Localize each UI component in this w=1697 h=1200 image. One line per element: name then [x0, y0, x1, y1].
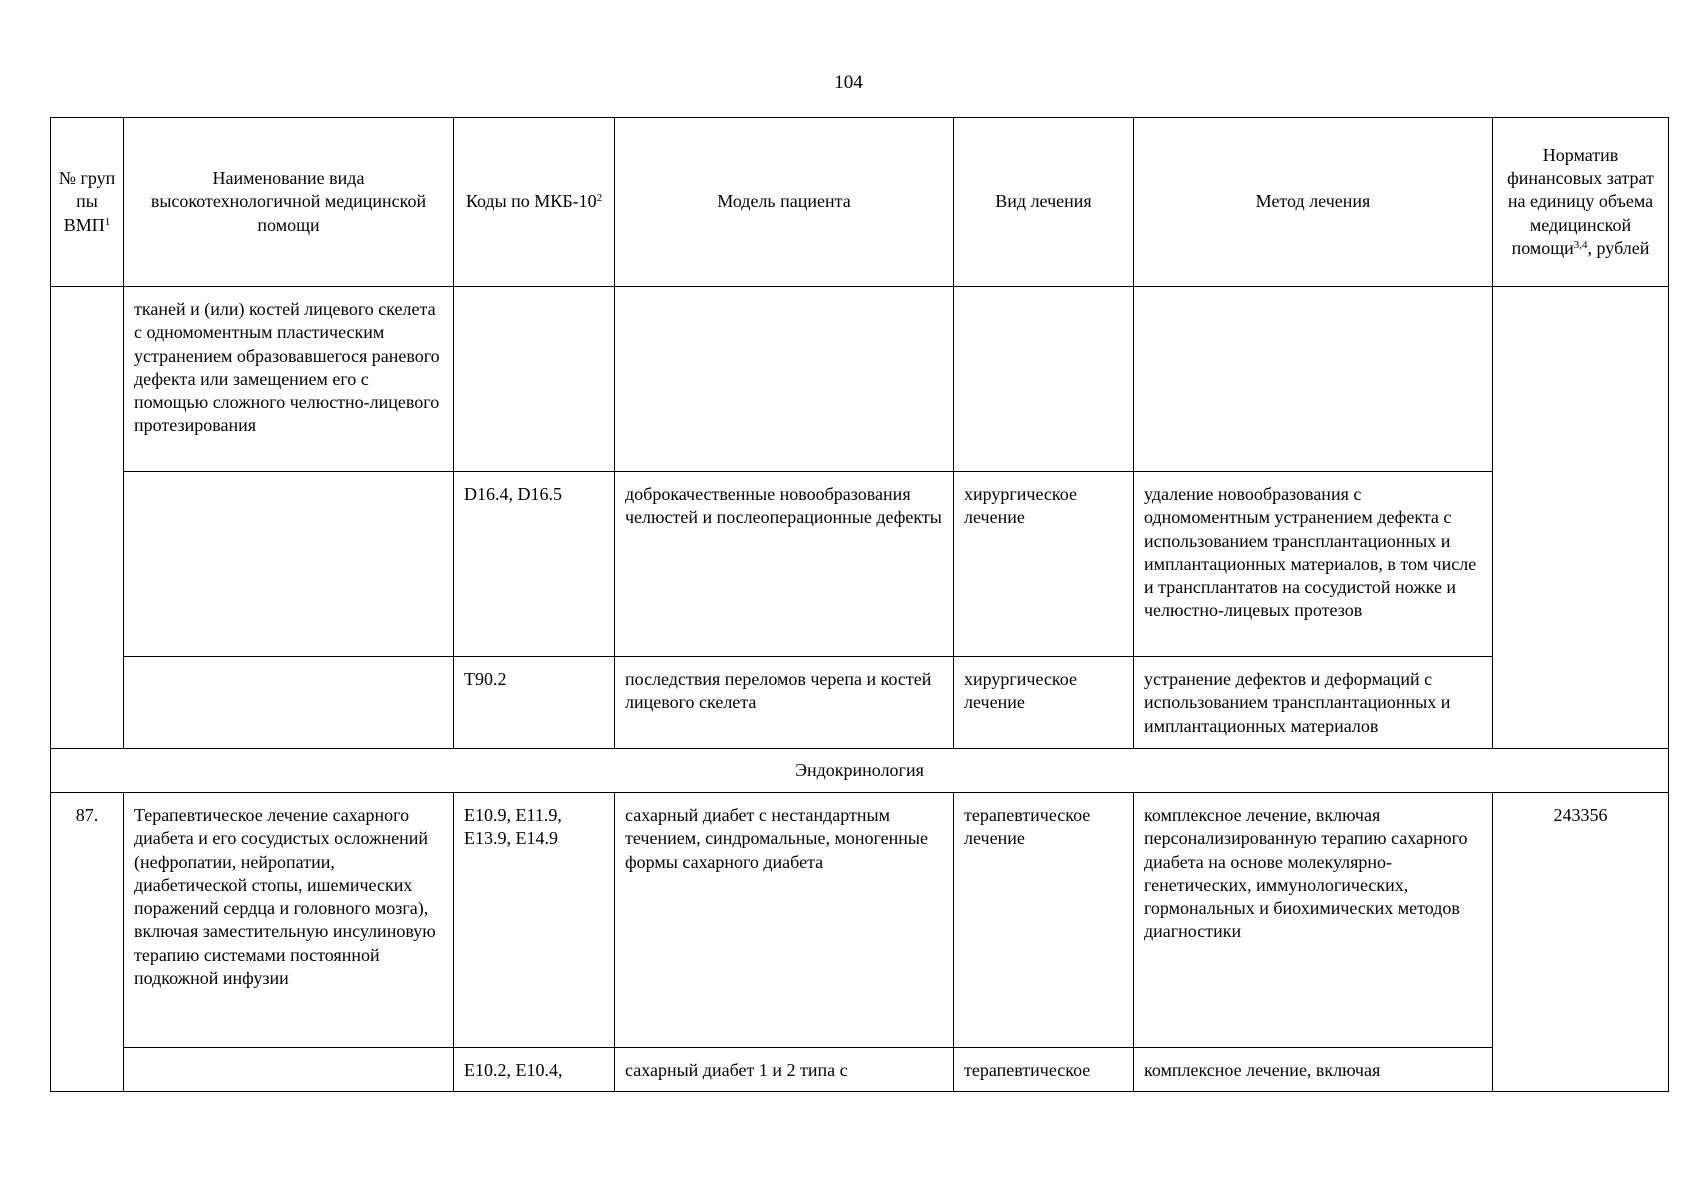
header-cost-standard: Норматив финансовых затрат на единицу объема медицинской помощи$^{3,4}$, рублей: [1493, 118, 1669, 287]
care-name-cell: Терапевтическое лечение сахарного диабета и его сосудистых осложнений (нефропатии, нейропатии, диабетической стопы, ишемических поражений сердца и головного мозга), включая заместительную инсулиновую терапию системами постоянной подкожной инфузии: [124, 793, 454, 1048]
table-row: [51, 1048, 1669, 1092]
group-number-cell: [51, 287, 124, 749]
header-treatment-method: Метод лечения: [1134, 118, 1493, 287]
treatment-type-cell: терапевтическое лечение: [954, 793, 1134, 1048]
patient-model-cell: сахарный диабет с нестандартным течением, синдромальные, моногенные формы сахарного диабета: [615, 793, 954, 1048]
treatment-method-cell: комплексное лечение, включая персонализированную терапию сахарного диабета на основе молекулярно-генетических, иммунологических, гормональных и биохимических методов диагностики: [1134, 793, 1493, 1048]
cost-cell: 243356: [1493, 793, 1669, 1092]
table-header-row: [51, 118, 1669, 287]
care-name-cell: [124, 657, 454, 749]
icd-codes-cell: D16.4, D16.5: [454, 472, 615, 657]
cost-cell: [1493, 287, 1669, 749]
treatment-method-cell: устранение дефектов и деформаций с использованием трансплантационных и имплантационных материалов: [1134, 657, 1493, 749]
icd-codes-cell: E10.2, E10.4,: [454, 1048, 615, 1092]
table-row: [51, 793, 1669, 1048]
treatment-method-cell: [1134, 287, 1493, 472]
patient-model-cell: [615, 287, 954, 472]
patient-model-cell: доброкачественные новообразования челюстей и послеоперационные дефекты: [615, 472, 954, 657]
treatment-type-cell: хирургическое лечение: [954, 657, 1134, 749]
header-care-type-name: Наименование вида высокотехнологичной медицинской помощи: [124, 118, 454, 287]
vmp-table: [50, 117, 1669, 1092]
table-row: [51, 657, 1669, 749]
table-row: [51, 287, 1669, 472]
treatment-type-cell: хирургическое лечение: [954, 472, 1134, 657]
care-name-cell: тканей и (или) костей лицевого скелета с одномоментным пластическим устранением образовавшегося раневого дефекта или замещением его с помощью сложного челюстно-лицевого протезирования: [124, 287, 454, 472]
header-icd-codes: Коды по МКБ-$10^2$: [454, 118, 615, 287]
treatment-type-cell: терапевтическое: [954, 1048, 1134, 1092]
patient-model-cell: сахарный диабет 1 и 2 типа с: [615, 1048, 954, 1092]
icd-codes-cell: [454, 287, 615, 472]
header-group-number: № груп пы ВМП$^1$: [51, 118, 124, 287]
icd-codes-cell: T90.2: [454, 657, 615, 749]
section-title: Эндокринология: [51, 749, 1669, 793]
care-name-cell: [124, 1048, 454, 1092]
page-number: 104: [834, 72, 863, 93]
header-treatment-type: Вид лечения: [954, 118, 1134, 287]
section-row: [51, 749, 1669, 793]
treatment-method-cell: удаление новообразования с одномоментным устранением дефекта с использованием трансплантационных и имплантационных материалов, в том числе и трансплантатов на сосудистой ножке и челюстно-лицевых протезов: [1134, 472, 1493, 657]
patient-model-cell: последствия переломов черепа и костей лицевого скелета: [615, 657, 954, 749]
icd-codes-cell: E10.9, E11.9, E13.9, E14.9: [454, 793, 615, 1048]
treatment-method-cell: комплексное лечение, включая: [1134, 1048, 1493, 1092]
treatment-type-cell: [954, 287, 1134, 472]
group-number-cell: 87.: [51, 793, 124, 1092]
header-patient-model: Модель пациента: [615, 118, 954, 287]
table-row: [51, 472, 1669, 657]
care-name-cell: [124, 472, 454, 657]
